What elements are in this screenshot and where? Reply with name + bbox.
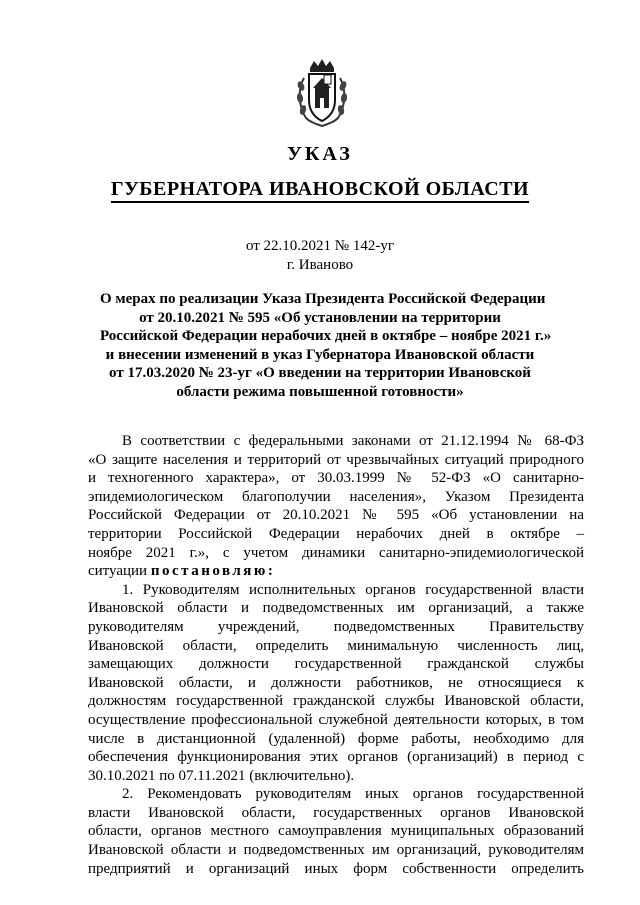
heading-line: О мерах по реализации Указа Президента Российской Федерации bbox=[100, 291, 546, 307]
body-line: 1. Руководителям исполнительных органов государственной власти bbox=[122, 581, 584, 598]
heading-line: от 20.10.2021 № 595 «Об установлении на территории bbox=[139, 309, 501, 326]
coat-of-arms-emblem bbox=[294, 58, 350, 130]
body-line: ноябре 2021 г.», с учетом динамики санитарно-эпидемиологической bbox=[88, 544, 584, 561]
body-line: Ивановской области и подведомственных им организаций, руководителям bbox=[88, 842, 584, 859]
body-line: власти Ивановской области, государственных органов Ивановской bbox=[88, 804, 584, 821]
heading-line: от 17.03.2020 № 23-уг «О введении на территории Ивановской bbox=[109, 365, 531, 382]
body-line: Ивановской области, определить минимальную численность лиц, bbox=[88, 637, 584, 654]
body-line: «О защите населения и территорий от чрезвычайных ситуаций природного bbox=[88, 451, 584, 468]
body-line: области, органов местного самоуправления муниципальных образований bbox=[88, 823, 584, 840]
body-line: осуществление профессиональной служебной деятельности которых, в том bbox=[88, 711, 584, 728]
body-line: обеспечения функционирования этих органов (организаций) в период с bbox=[88, 749, 584, 766]
body-line: территории Российской Федерации нерабочих дней в октябре – bbox=[88, 525, 584, 542]
document-body bbox=[88, 432, 584, 878]
body-line: и техногенного характера», от 30.03.1999 № 52-ФЗ «О санитарно- bbox=[88, 470, 584, 487]
body-line: числе в дистанционной (удаленной) форме работы, необходимо для bbox=[88, 730, 584, 747]
document-date-number: от 22.10.2021 № 142-уг bbox=[245, 238, 395, 254]
document-heading bbox=[100, 290, 552, 402]
body-line: эпидемиологическом благополучии населения», Указом Президента bbox=[88, 488, 584, 505]
body-line: 2. Рекомендовать руководителям иных органов государственной bbox=[122, 786, 584, 803]
body-line-text: ситуации bbox=[88, 563, 151, 580]
body-line: Ивановской области, и должности работников, не относящиеся к bbox=[88, 674, 584, 691]
issuer-title bbox=[0, 178, 640, 201]
heading-line: области режима повышенной готовности» bbox=[176, 383, 464, 400]
heading-line: Российской Федерации нерабочих дней в октябре – ноябре 2021 г.» bbox=[100, 328, 552, 345]
body-line: предприятий и организаций иных форм собственности определить bbox=[88, 860, 584, 877]
document-type-title: УКАЗ bbox=[287, 143, 353, 165]
document-city: г. Иваново bbox=[286, 257, 354, 273]
body-line: Ивановской области и подведомственных им организаций, а также bbox=[88, 600, 584, 617]
body-line: замещающих должности государственной гражданской службы bbox=[88, 656, 584, 673]
heading-line: и внесении изменений в указ Губернатора Ивановской области bbox=[105, 346, 535, 363]
body-line: руководителям учреждений, подведомственных Правительству bbox=[88, 618, 584, 635]
body-line: В соответствии с федеральными законами от 21.12.1994 № 68-ФЗ bbox=[122, 433, 584, 449]
resolve-word: постановляю: bbox=[150, 563, 276, 580]
body-line-resolution bbox=[88, 562, 584, 581]
body-line: 30.10.2021 по 07.11.2021 (включительно). bbox=[88, 767, 355, 784]
issuer-title-text: ГУБЕРНАТОРА ИВАНОВСКОЙ ОБЛАСТИ bbox=[111, 178, 529, 203]
body-line: должностям государственной гражданской службы Ивановской области, bbox=[88, 693, 584, 710]
body-line: Российской Федерации от 20.10.2021 № 595 «Об установлении на bbox=[88, 507, 584, 524]
